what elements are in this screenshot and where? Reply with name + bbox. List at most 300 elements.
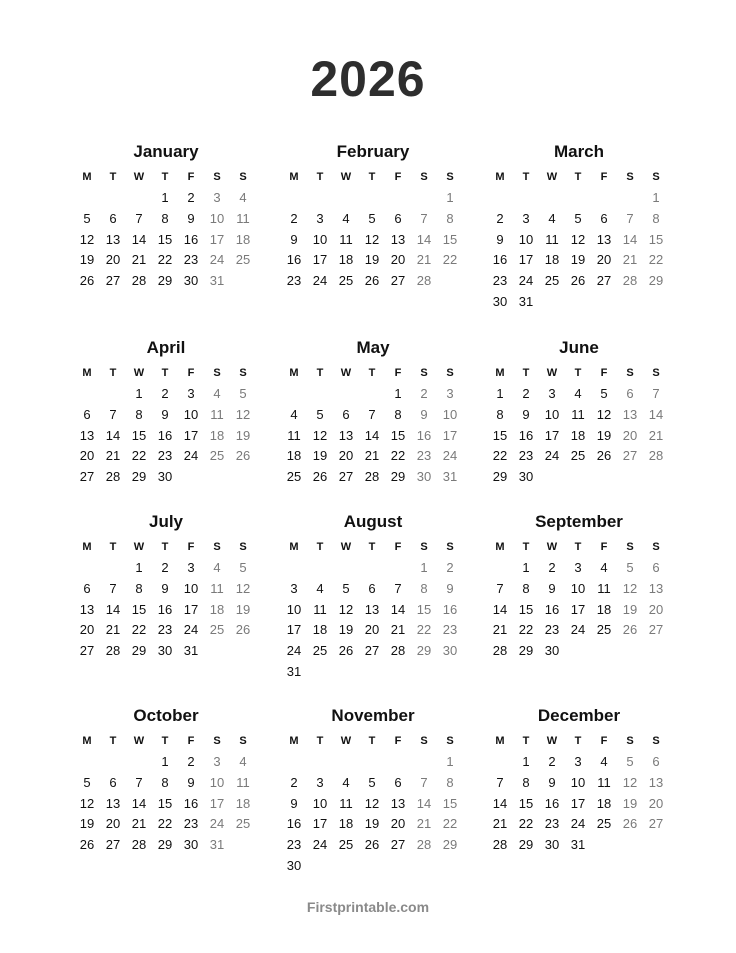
day-cell: 7	[394, 580, 402, 596]
weekday-header: M	[82, 367, 92, 379]
day-cell: 13	[105, 231, 121, 247]
day-cell: 9	[420, 406, 428, 422]
day-cell: 17	[312, 252, 328, 268]
empty-cell	[100, 188, 126, 209]
day-cell: 5	[574, 210, 582, 226]
day-cell: 28	[390, 643, 406, 659]
day-cell: 21	[622, 252, 638, 268]
weekday-header: F	[187, 171, 195, 183]
weekday-header: S	[213, 541, 221, 553]
day-cell: 23	[286, 273, 302, 289]
day-cell: 25	[235, 816, 251, 832]
month-november	[281, 704, 469, 877]
weekday-header: F	[394, 367, 402, 379]
day-cell: 7	[420, 210, 428, 226]
day-cell: 14	[105, 601, 121, 617]
day-cell: 1	[135, 386, 143, 401]
day-cell: 27	[390, 273, 406, 289]
weekday-header: W	[133, 541, 145, 553]
day-cell: 9	[187, 774, 195, 790]
day-cell: 19	[312, 448, 328, 464]
day-cell: 23	[518, 448, 534, 464]
empty-cell	[281, 752, 307, 773]
day-cell: 21	[648, 427, 664, 443]
weekday-header: S	[420, 735, 428, 747]
weekday-header: T	[316, 541, 324, 553]
day-cell: 7	[135, 210, 143, 226]
day-cell: 11	[597, 580, 611, 596]
day-cell: 7	[109, 580, 117, 596]
day-cell: 30	[183, 273, 199, 289]
day-cell: 11	[236, 774, 250, 790]
day-cell: 7	[368, 406, 376, 422]
day-cell: 19	[338, 622, 354, 638]
day-cell: 12	[79, 795, 95, 811]
day-cell: 4	[600, 754, 608, 769]
day-cell: 9	[290, 231, 298, 247]
day-cell: 6	[109, 210, 117, 226]
day-cell: 15	[518, 795, 534, 811]
day-cell: 29	[157, 273, 173, 289]
day-cell: 26	[622, 816, 638, 832]
weekday-header: F	[600, 367, 608, 379]
day-cell: 25	[209, 622, 225, 638]
day-cell: 5	[626, 560, 634, 575]
weekday-header: M	[289, 735, 299, 747]
day-cell: 25	[570, 448, 586, 464]
day-cell: 24	[518, 273, 534, 289]
day-cell: 11	[339, 231, 353, 247]
day-cell: 31	[286, 663, 302, 679]
day-cell: 26	[235, 622, 251, 638]
day-cell: 19	[570, 252, 586, 268]
day-cell: 27	[79, 643, 95, 659]
day-cell: 27	[390, 837, 406, 853]
weekday-header: T	[574, 735, 582, 747]
day-cell: 1	[496, 386, 504, 401]
day-cell: 20	[390, 816, 406, 832]
day-cell: 18	[209, 601, 225, 617]
day-cell: 13	[390, 795, 406, 811]
day-cell: 3	[574, 560, 582, 575]
day-cell: 10	[286, 601, 302, 617]
day-cell: 7	[626, 210, 634, 226]
weekday-header: F	[187, 541, 195, 553]
day-cell: 10	[518, 231, 534, 247]
day-cell: 10	[442, 406, 458, 422]
month-title: January	[133, 142, 199, 161]
day-cell: 30	[286, 857, 302, 873]
month-june	[487, 336, 675, 488]
day-cell: 12	[622, 774, 638, 790]
weekday-header: S	[652, 735, 660, 747]
day-cell: 3	[213, 190, 221, 205]
weekday-header: T	[316, 735, 324, 747]
weekday-header: M	[82, 541, 92, 553]
day-cell: 5	[368, 774, 376, 790]
day-cell: 17	[183, 427, 199, 443]
day-cell: 20	[105, 816, 121, 832]
day-cell: 10	[312, 795, 328, 811]
month-january	[74, 140, 262, 292]
day-cell: 29	[390, 469, 406, 485]
day-cell: 26	[364, 273, 380, 289]
day-cell: 28	[105, 469, 121, 485]
weekday-header: M	[495, 171, 505, 183]
day-cell: 25	[286, 469, 302, 485]
day-cell: 10	[209, 774, 225, 790]
day-cell: 22	[442, 816, 458, 832]
day-cell: 4	[213, 560, 221, 575]
day-cell: 29	[131, 469, 147, 485]
day-cell: 30	[416, 469, 432, 485]
day-cell: 12	[79, 231, 95, 247]
weekday-header: S	[626, 171, 634, 183]
weekday-header: F	[600, 171, 608, 183]
day-cell: 16	[157, 601, 173, 617]
day-cell: 6	[83, 580, 91, 596]
day-cell: 22	[492, 448, 508, 464]
empty-cell	[385, 558, 411, 579]
month-grid	[487, 536, 675, 662]
day-cell: 3	[187, 386, 195, 401]
day-cell: 10	[570, 580, 586, 596]
day-cell: 31	[518, 293, 534, 309]
day-cell: 6	[626, 386, 634, 401]
day-cell: 19	[622, 795, 638, 811]
day-cell: 9	[161, 580, 169, 596]
day-cell: 16	[286, 252, 302, 268]
day-cell: 5	[83, 210, 91, 226]
day-cell: 15	[442, 231, 458, 247]
day-cell: 18	[286, 448, 302, 464]
weekday-header: S	[239, 171, 247, 183]
day-cell: 13	[338, 427, 354, 443]
weekday-header: M	[289, 171, 299, 183]
day-cell: 2	[548, 560, 556, 575]
month-august	[281, 510, 469, 683]
day-cell: 4	[290, 406, 298, 422]
weekday-header: T	[522, 367, 530, 379]
day-cell: 14	[492, 795, 508, 811]
day-cell: 24	[286, 643, 302, 659]
weekday-header: T	[109, 541, 117, 553]
day-cell: 23	[157, 448, 173, 464]
month-grid	[487, 362, 675, 488]
day-cell: 8	[496, 406, 504, 422]
day-cell: 23	[157, 622, 173, 638]
day-cell: 2	[290, 774, 298, 790]
day-cell: 12	[596, 406, 612, 422]
day-cell: 15	[157, 795, 173, 811]
day-cell: 23	[492, 273, 508, 289]
month-title: December	[537, 706, 621, 725]
day-cell: 18	[235, 795, 251, 811]
month-grid	[281, 536, 469, 683]
day-cell: 20	[79, 622, 95, 638]
day-cell: 19	[79, 816, 95, 832]
day-cell: 15	[390, 427, 406, 443]
day-cell: 19	[364, 816, 380, 832]
day-cell: 14	[364, 427, 380, 443]
day-cell: 5	[342, 580, 350, 596]
day-cell: 15	[648, 231, 664, 247]
day-cell: 28	[416, 837, 432, 853]
day-cell: 23	[183, 816, 199, 832]
weekday-header: T	[109, 171, 117, 183]
day-cell: 7	[135, 774, 143, 790]
day-cell: 23	[183, 252, 199, 268]
day-cell: 4	[548, 210, 556, 226]
month-grid	[281, 166, 469, 292]
day-cell: 12	[338, 601, 354, 617]
month-title: April	[146, 338, 186, 357]
day-cell: 19	[235, 427, 251, 443]
day-cell: 20	[79, 448, 95, 464]
day-cell: 8	[420, 580, 428, 596]
weekday-header: W	[340, 171, 352, 183]
day-cell: 5	[600, 386, 608, 401]
day-cell: 6	[83, 406, 91, 422]
day-cell: 10	[544, 406, 560, 422]
day-cell: 1	[652, 190, 660, 205]
day-cell: 21	[492, 622, 508, 638]
day-cell: 24	[312, 837, 328, 853]
page-title: 2026	[310, 51, 426, 107]
day-cell: 24	[209, 816, 225, 832]
day-cell: 2	[290, 210, 298, 226]
day-cell: 1	[522, 560, 530, 575]
day-cell: 20	[648, 601, 664, 617]
day-cell: 11	[545, 231, 559, 247]
day-cell: 4	[574, 386, 582, 401]
weekday-header: T	[574, 171, 582, 183]
day-cell: 14	[390, 601, 406, 617]
day-cell: 17	[183, 601, 199, 617]
day-cell: 5	[83, 774, 91, 790]
day-cell: 2	[161, 560, 169, 575]
day-cell: 26	[622, 622, 638, 638]
day-cell: 20	[105, 252, 121, 268]
weekday-header: M	[289, 367, 299, 379]
day-cell: 16	[157, 427, 173, 443]
weekday-header: S	[446, 367, 454, 379]
empty-cell	[359, 188, 385, 209]
day-cell: 29	[416, 643, 432, 659]
weekday-header: S	[213, 735, 221, 747]
month-july	[74, 510, 262, 662]
day-cell: 16	[544, 601, 560, 617]
weekday-header: S	[446, 541, 454, 553]
weekday-header: S	[213, 367, 221, 379]
weekday-header: T	[161, 735, 169, 747]
day-cell: 28	[648, 448, 664, 464]
day-cell: 31	[209, 837, 225, 853]
empty-cell	[359, 752, 385, 773]
day-cell: 15	[416, 601, 432, 617]
day-cell: 8	[135, 406, 143, 422]
weekday-header: W	[340, 735, 352, 747]
day-cell: 29	[131, 643, 147, 659]
empty-cell	[359, 558, 385, 579]
empty-cell	[487, 558, 513, 579]
day-cell: 1	[161, 190, 169, 205]
day-cell: 12	[235, 406, 251, 422]
day-cell: 16	[183, 231, 199, 247]
month-september	[487, 510, 675, 662]
day-cell: 22	[518, 816, 534, 832]
day-cell: 13	[79, 427, 95, 443]
day-cell: 28	[416, 273, 432, 289]
weekday-header: F	[600, 735, 608, 747]
day-cell: 22	[648, 252, 664, 268]
day-cell: 20	[390, 252, 406, 268]
day-cell: 2	[187, 754, 195, 769]
day-cell: 28	[492, 837, 508, 853]
month-title: September	[535, 512, 623, 531]
day-cell: 12	[364, 231, 380, 247]
day-cell: 20	[622, 427, 638, 443]
day-cell: 4	[239, 754, 247, 769]
day-cell: 8	[394, 406, 402, 422]
day-cell: 27	[338, 469, 354, 485]
month-grid	[487, 166, 675, 313]
month-title: November	[331, 706, 415, 725]
day-cell: 17	[442, 427, 458, 443]
day-cell: 14	[105, 427, 121, 443]
month-grid	[74, 536, 262, 662]
day-cell: 24	[183, 448, 199, 464]
day-cell: 25	[338, 273, 354, 289]
weekday-header: S	[626, 541, 634, 553]
day-cell: 2	[187, 190, 195, 205]
month-title: May	[356, 338, 390, 357]
month-title: July	[148, 512, 184, 531]
day-cell: 9	[161, 406, 169, 422]
day-cell: 30	[544, 643, 560, 659]
weekday-header: T	[109, 735, 117, 747]
day-cell: 14	[622, 231, 638, 247]
weekday-header: T	[522, 541, 530, 553]
day-cell: 11	[313, 601, 327, 617]
day-cell: 8	[522, 774, 530, 790]
day-cell: 24	[183, 622, 199, 638]
day-cell: 27	[648, 622, 664, 638]
day-cell: 30	[544, 837, 560, 853]
day-cell: 17	[518, 252, 534, 268]
day-cell: 22	[157, 816, 173, 832]
day-cell: 16	[518, 427, 534, 443]
day-cell: 24	[570, 622, 586, 638]
day-cell: 27	[79, 469, 95, 485]
day-cell: 2	[420, 386, 428, 401]
day-cell: 1	[394, 386, 402, 401]
day-cell: 11	[287, 427, 301, 443]
day-cell: 13	[364, 601, 380, 617]
month-grid	[74, 166, 262, 292]
day-cell: 14	[131, 795, 147, 811]
day-cell: 11	[210, 406, 224, 422]
month-title: February	[336, 142, 410, 161]
day-cell: 5	[239, 560, 247, 575]
weekday-header: M	[495, 735, 505, 747]
day-cell: 23	[416, 448, 432, 464]
day-cell: 8	[522, 580, 530, 596]
day-cell: 7	[109, 406, 117, 422]
day-cell: 13	[648, 774, 664, 790]
empty-cell	[100, 384, 126, 405]
weekday-header: T	[522, 735, 530, 747]
month-march	[487, 140, 675, 313]
day-cell: 1	[161, 754, 169, 769]
empty-cell	[74, 752, 100, 773]
empty-cell	[411, 752, 437, 773]
weekday-header: F	[394, 541, 402, 553]
empty-cell	[385, 188, 411, 209]
day-cell: 30	[492, 293, 508, 309]
day-cell: 18	[544, 252, 560, 268]
day-cell: 23	[286, 837, 302, 853]
weekday-header: F	[394, 735, 402, 747]
month-grid	[281, 730, 469, 877]
empty-cell	[487, 188, 513, 209]
day-cell: 26	[79, 273, 95, 289]
day-cell: 6	[342, 406, 350, 422]
day-cell: 30	[157, 643, 173, 659]
day-cell: 15	[131, 427, 147, 443]
empty-cell	[281, 188, 307, 209]
weekday-header: T	[368, 171, 376, 183]
day-cell: 22	[157, 252, 173, 268]
day-cell: 28	[492, 643, 508, 659]
day-cell: 28	[105, 643, 121, 659]
day-cell: 2	[496, 210, 504, 226]
day-cell: 26	[235, 448, 251, 464]
day-cell: 8	[446, 774, 454, 790]
weekday-header: S	[626, 735, 634, 747]
day-cell: 28	[131, 837, 147, 853]
day-cell: 21	[416, 816, 432, 832]
day-cell: 8	[161, 210, 169, 226]
day-cell: 24	[544, 448, 560, 464]
weekday-header: S	[239, 541, 247, 553]
month-title: October	[133, 706, 199, 725]
day-cell: 17	[544, 427, 560, 443]
weekday-header: T	[522, 171, 530, 183]
empty-cell	[333, 188, 359, 209]
day-cell: 6	[652, 754, 660, 769]
empty-cell	[539, 188, 565, 209]
month-title: June	[559, 338, 599, 357]
day-cell: 28	[622, 273, 638, 289]
empty-cell	[307, 558, 333, 579]
day-cell: 15	[492, 427, 508, 443]
day-cell: 12	[570, 231, 586, 247]
day-cell: 3	[522, 210, 530, 226]
day-cell: 13	[596, 231, 612, 247]
day-cell: 21	[105, 622, 121, 638]
day-cell: 19	[596, 427, 612, 443]
day-cell: 4	[342, 774, 350, 790]
weekday-header: F	[394, 171, 402, 183]
day-cell: 18	[312, 622, 328, 638]
day-cell: 24	[312, 273, 328, 289]
day-cell: 10	[312, 231, 328, 247]
day-cell: 29	[442, 837, 458, 853]
day-cell: 27	[622, 448, 638, 464]
day-cell: 29	[492, 469, 508, 485]
weekday-header: W	[546, 367, 558, 379]
